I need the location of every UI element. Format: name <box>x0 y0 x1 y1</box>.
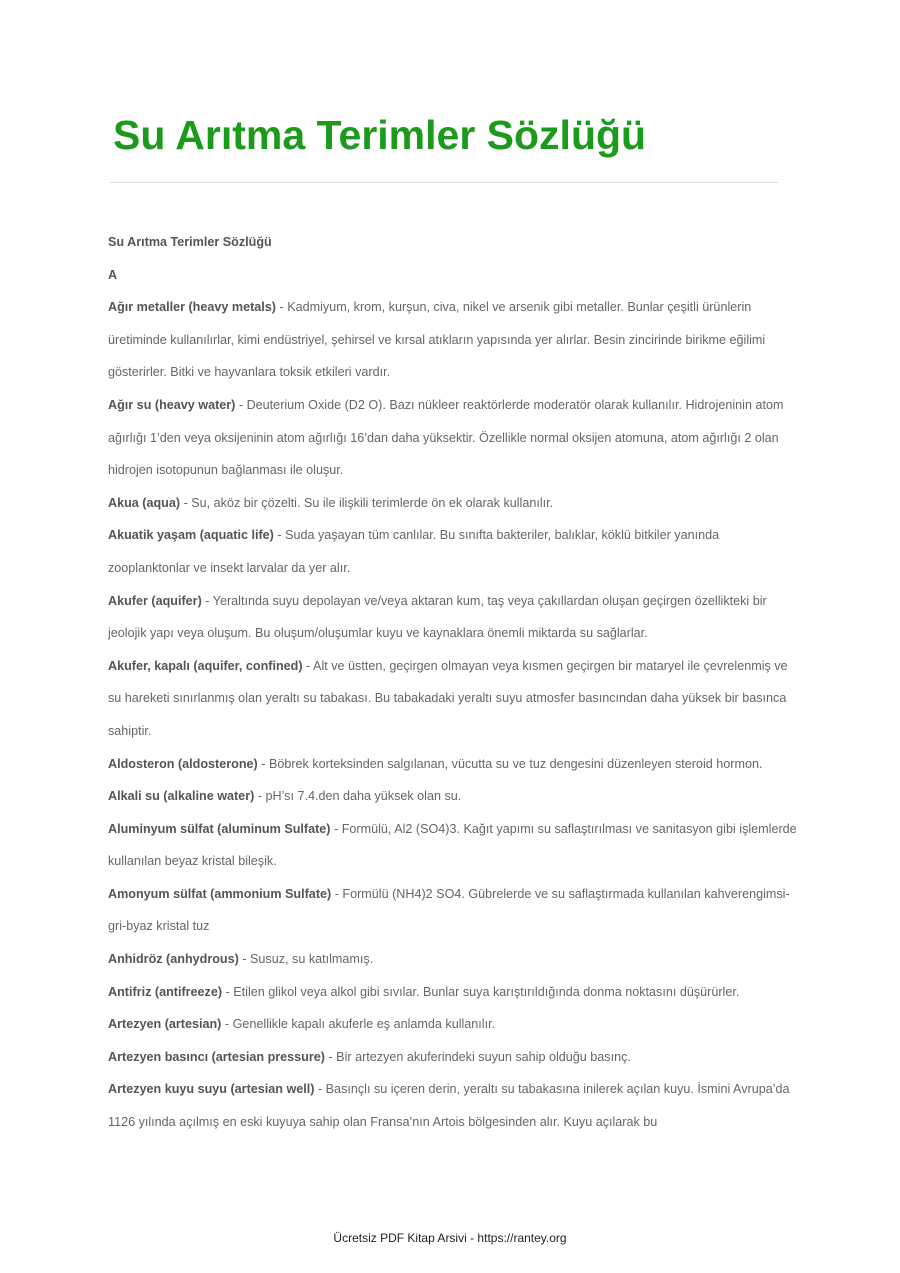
glossary-entry <box>108 389 798 487</box>
glossary-entry <box>108 943 798 976</box>
glossary-entry <box>108 813 798 878</box>
entry-definition: - Deuterium Oxide (D2 O). Bazı nükleer reaktörlerde moderatör olarak kullanılır. Hidrojeninin atom ağırlığı 1’den veya oksijeninin atom ağırlığı 16’dan daha yüksektir. Özellikle normal oksijen atomuna, atom ağırlığı 2 olan hidrojen isotopunun bağlanması ile oluşur. <box>108 397 784 478</box>
entry-definition: - Formülü, Al2 (SO4)3. Kağıt yapımı su saflaştırılması ve sanitasyon gibi işlemlerde kullanılan beyaz kristal bileşik. <box>108 821 797 869</box>
entry-term: Artezyen basıncı (artesian pressure) <box>108 1049 325 1064</box>
glossary-entry <box>108 1041 798 1074</box>
entry-definition: - Etilen glikol veya alkol gibi sıvılar. Bunlar suya karıştırıldığında donma noktasını düşürürler. <box>222 984 740 999</box>
entry-definition: - Formülü (NH4)2 SO4. Gübrelerde ve su saflaştırmada kullanılan kahverengimsi-gri-byaz kristal tuz <box>108 886 790 934</box>
entry-definition: - Yeraltında suyu depolayan ve/veya aktaran kum, taş veya çakıllardan oluşan geçirgen özellikteki bir jeolojik yapı veya oluşum. Bu oluşum/oluşumlar kuyu ve kaynaklara önemli miktarda su sağlarlar. <box>108 593 767 641</box>
glossary-entry <box>108 780 798 813</box>
entry-definition: - Suda yaşayan tüm canlılar. Bu sınıfta bakteriler, balıklar, köklü bitkiler yanında zooplanktonlar ve insekt larvalar da yer alır. <box>108 528 720 575</box>
section-letter: A <box>108 267 118 282</box>
title-divider <box>110 182 778 183</box>
glossary-entry <box>108 519 798 584</box>
page-footer: Ücretsiz PDF Kitap Arsivi - https://rantey.org <box>333 1231 567 1245</box>
section-subtitle: Su Arıtma Terimler Sözlüğü <box>108 235 272 249</box>
entry-term: Alkali su (alkaline water) <box>108 789 255 804</box>
entry-definition: - Alt ve üstten, geçirgen olmayan veya kısmen geçirgen bir mataryel ile çevrelenmiş ve su hareketi sınırlanmış olan yeraltı su tabakası. Bu tabakadaki yeraltı suyu atmosfer basıncından daha yüksek bir basınca sahiptir. <box>108 658 788 738</box>
entry-term: Ağır metaller (heavy metals) <box>108 300 276 315</box>
entry-definition: - Bir artezyen akuferindeki suyun sahip olduğu basınç. <box>324 1049 631 1064</box>
entry-term: Artezyen (artesian) <box>108 1017 222 1032</box>
entry-term: Antifriz (antifreeze) <box>108 984 223 999</box>
entry-term: Akuatik yaşam (aquatic life) <box>108 528 274 543</box>
glossary-entry <box>108 748 798 781</box>
glossary-entry <box>108 585 798 650</box>
entry-term: Akufer (aquifer) <box>108 593 202 608</box>
glossary-entry <box>108 487 798 520</box>
entry-definition: - Kadmiyum, krom, kurşun, civa, nikel ve arsenik gibi metaller. Bunlar çeşitli ürünlerin üretiminde kullanılırlar, kimi endüstriyel, şehirsel ve kırsal atıkların yapısında yer alırlar. Besin zincirinde birikme eğilimi gösterirler. Bitki ve hayvanlara toksik etkileri vardır. <box>108 300 766 380</box>
entry-definition: - Susuz, su katılmamış. <box>238 952 374 967</box>
entry-term: Ağır su (heavy water) <box>108 397 236 412</box>
page-title: Su Arıtma Terimler Sözlüğü <box>113 112 647 158</box>
glossary-entry <box>108 291 798 389</box>
entry-definition: - Su, aköz bir çözelti. Su ile ilişkili terimlerde ön ek olarak kullanılır. <box>180 495 554 510</box>
entry-term: Aluminyum sülfat (aluminum Sulfate) <box>108 821 331 836</box>
entry-term: Akufer, kapalı (aquifer, confined) <box>108 658 303 673</box>
entry-term: Aldosteron (aldosterone) <box>108 756 258 771</box>
glossary-entry <box>108 650 798 748</box>
entry-term: Akua (aqua) <box>108 495 181 510</box>
entry-term: Artezyen kuyu suyu (artesian well) <box>108 1082 315 1097</box>
entry-term: Anhidröz (anhydrous) <box>108 952 239 967</box>
document-body <box>108 226 798 1139</box>
entry-definition: - Genellikle kapalı akuferle eş anlamda kullanılır. <box>221 1017 496 1032</box>
glossary-entry <box>108 878 798 943</box>
glossary-entry <box>108 976 798 1009</box>
entry-definition: - pH’sı 7.4.den daha yüksek olan su. <box>254 789 462 804</box>
entry-definition: - Basınçlı su içeren derin, yeraltı su tabakasına inilerek açılan kuyu. İsmini Avrupa’da 1126 yılında açılmış en eski kuyuya sahip olan Fransa’nın Artois bölgesinden alır. Kuyu açılarak bu <box>108 1082 790 1130</box>
entry-term: Amonyum sülfat (ammonium Sulfate) <box>108 886 332 901</box>
entry-definition: - Böbrek korteksinden salgılanan, vücutta su ve tuz dengesini düzenleyen steroid hormon. <box>257 756 763 771</box>
glossary-entry <box>108 1073 798 1138</box>
glossary-entry <box>108 1008 798 1041</box>
